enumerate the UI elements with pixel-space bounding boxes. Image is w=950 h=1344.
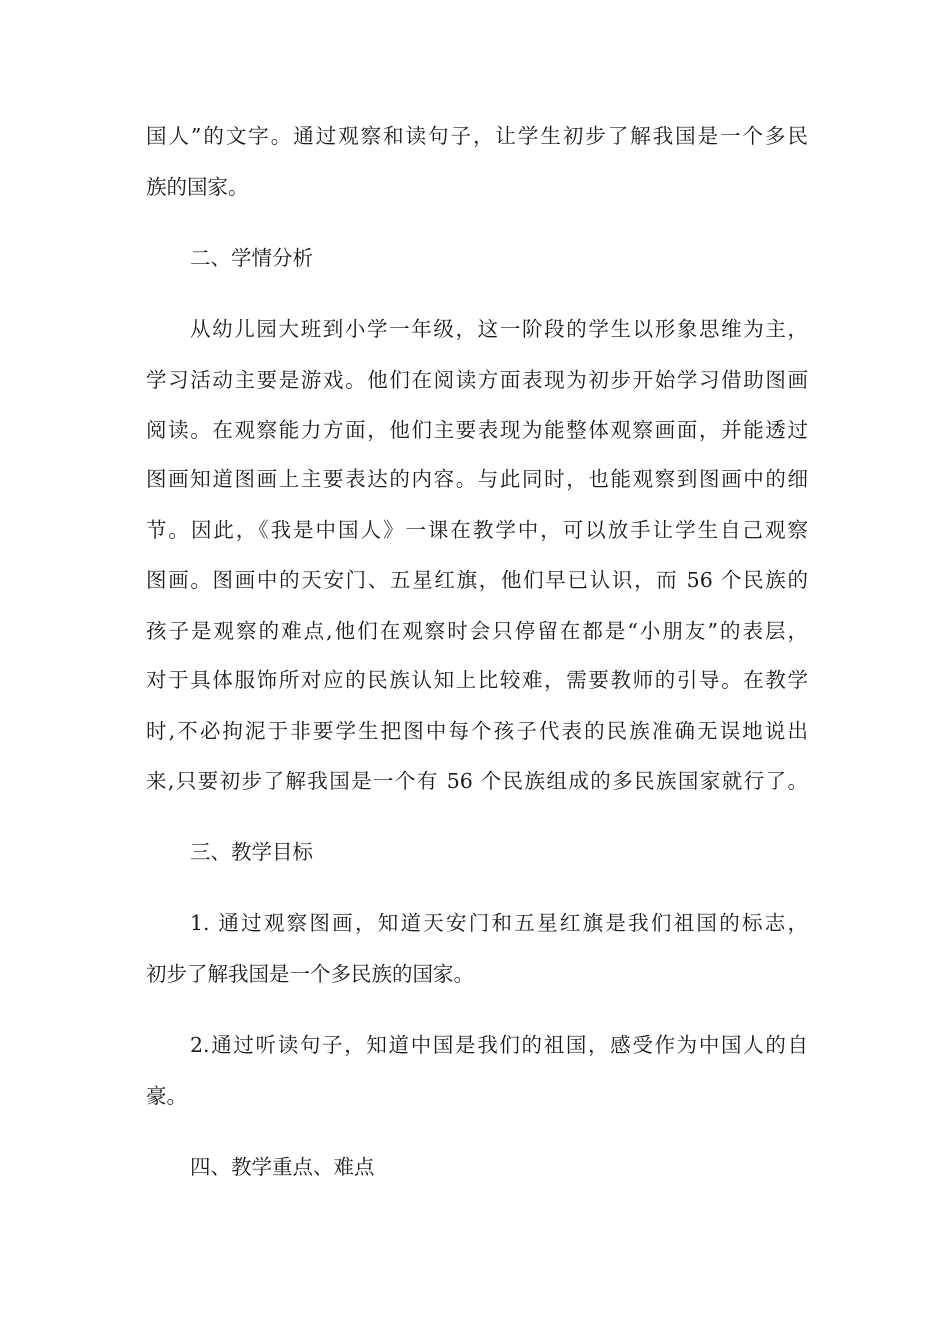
paragraph-line: 对于具体服饰所对应的民族认知上比较难，需要教师的引导。在教学 xyxy=(146,668,808,692)
section-heading: 二、学情分析 xyxy=(190,246,313,270)
paragraph-line: 图画。图画中的天安门、五星红旗，他们早已认识，而 56 个民族的 xyxy=(146,568,808,592)
paragraph-line: 2.通过听读句子，知道中国是我们的祖国，感受作为中国人的自 xyxy=(190,1033,808,1057)
paragraph-line: 图画知道图画上主要表达的内容。与此同时，也能观察到图画中的细 xyxy=(146,467,808,491)
paragraph-line: 时,不必拘泥于非要学生把图中每个孩子代表的民族准确无误地说出 xyxy=(146,719,808,743)
section-heading: 四、教学重点、难点 xyxy=(190,1155,375,1179)
paragraph-line: 来,只要初步了解我国是一个有 56 个民族组成的多民族国家就行了。 xyxy=(146,769,808,793)
paragraph-line: 初步了解我国是一个多民族的国家。 xyxy=(146,962,474,986)
paragraph-line: 节。因此，《我是中国人》一课在教学中，可以放手让学生自己观察 xyxy=(146,518,808,542)
paragraph-line: 国人”的文字。通过观察和读句子，让学生初步了解我国是一个多民 xyxy=(146,124,808,148)
paragraph-line: 1. 通过观察图画，知道天安门和五星红旗是我们祖国的标志， xyxy=(190,911,808,935)
paragraph-line: 族的国家。 xyxy=(146,175,249,199)
paragraph-line: 孩子是观察的难点,他们在观察时会只停留在都是“小朋友”的表层， xyxy=(146,619,808,643)
paragraph-line: 学习活动主要是游戏。他们在阅读方面表现为初步开始学习借助图画 xyxy=(146,368,808,392)
paragraph-line: 从幼儿园大班到小学一年级，这一阶段的学生以形象思维为主， xyxy=(190,317,808,341)
paragraph-line: 阅读。在观察能力方面，他们主要表现为能整体观察画面，并能透过 xyxy=(146,418,808,442)
section-heading: 三、教学目标 xyxy=(190,840,313,864)
paragraph-line: 豪。 xyxy=(146,1084,187,1108)
